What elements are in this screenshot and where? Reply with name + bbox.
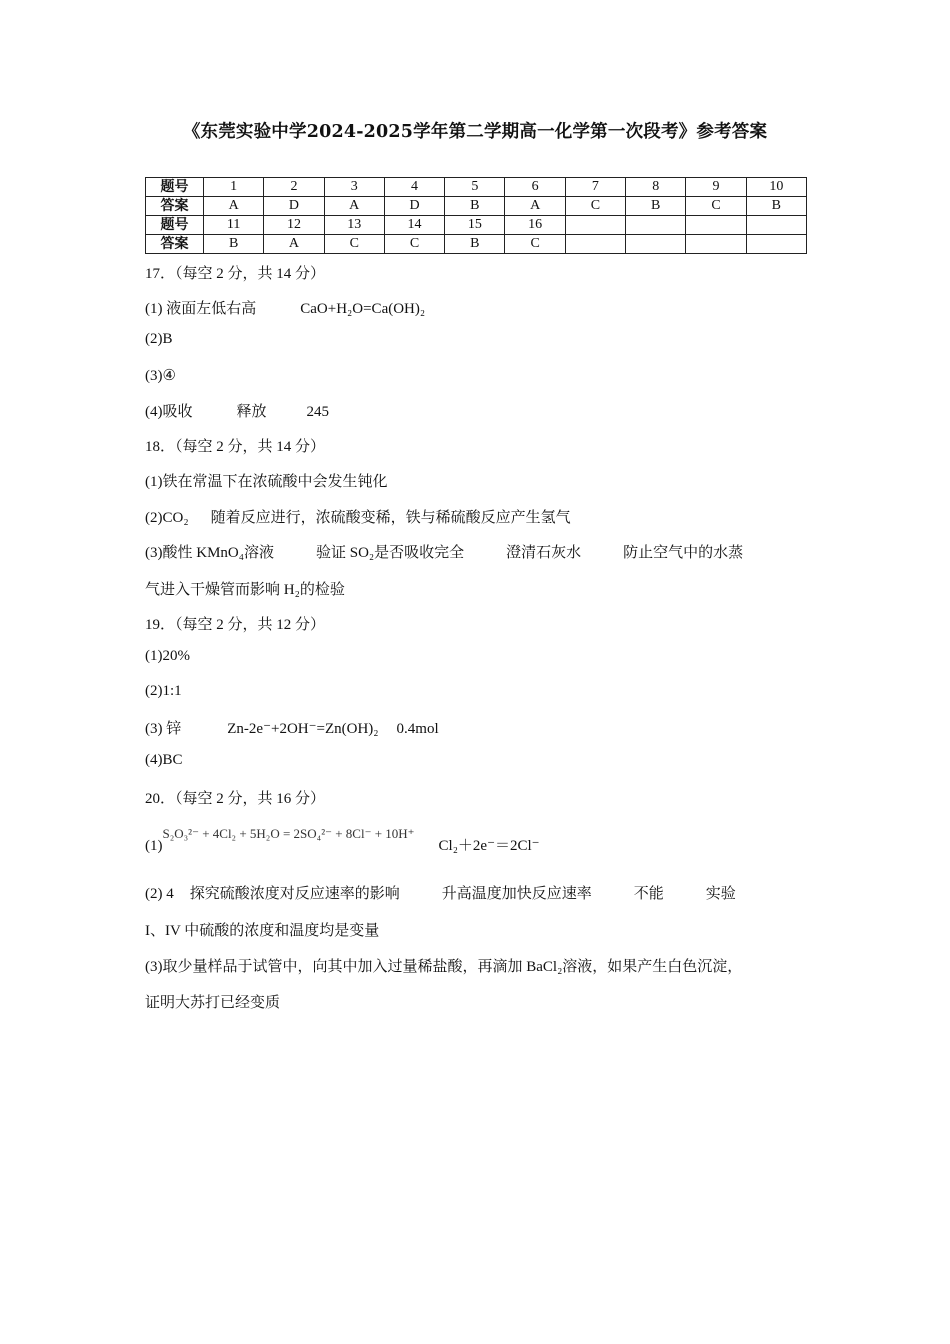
q20-answer-3: (3)取少量样品于试管中，向其中加入过量稀盐酸，再滴加 BaCl₂溶液，如果产生白色沉淀， — [145, 959, 743, 975]
table-cell: 1 — [204, 178, 264, 197]
table-cell: A — [324, 197, 384, 216]
q18-answer-2 — [145, 506, 571, 527]
table-cell — [626, 216, 686, 235]
q17-heading: 17．（每空 2 分，共 14 分） — [145, 266, 326, 282]
table-cell: B — [746, 197, 806, 216]
q17-answer-4 — [145, 400, 329, 421]
q19-a3-equation: Zn-2e⁻+2OH⁻=Zn(OH)₂ — [227, 721, 379, 737]
table-cell: B — [445, 235, 505, 254]
table-cell: C — [565, 197, 625, 216]
table-cell: 7 — [565, 178, 625, 197]
table-cell: 14 — [384, 216, 444, 235]
q20-a2-experiment: 实验 — [705, 886, 736, 902]
q17-a4-release: 释放 — [236, 404, 267, 420]
table-cell: A — [264, 235, 324, 254]
q19-answer-3 — [145, 717, 439, 738]
table-cell — [565, 216, 625, 235]
table-cell: 10 — [746, 178, 806, 197]
q19-answer-4: (4)BC — [145, 752, 183, 768]
q20-answer-1 — [145, 826, 540, 855]
table-cell: C — [324, 235, 384, 254]
table-row — [146, 197, 807, 216]
answer-table — [145, 177, 807, 254]
q17-a4-value: 245 — [306, 404, 330, 420]
table-cell: 9 — [686, 178, 746, 197]
table-cell: 8 — [626, 178, 686, 197]
q19-a3-amount: 0.4mol — [396, 721, 439, 737]
table-cell: 6 — [505, 178, 565, 197]
q17-answer-3: (3)④ — [145, 368, 176, 384]
q18-heading: 18．（每空 2 分，共 14 分） — [145, 439, 326, 455]
table-cell: B — [445, 197, 505, 216]
table-cell — [746, 235, 806, 254]
table-cell: 15 — [445, 216, 505, 235]
table-cell — [565, 235, 625, 254]
q18-a3-prevent: 防止空气中的水蒸 — [623, 545, 744, 561]
table-cell: C — [384, 235, 444, 254]
q19-heading: 19．（每空 2 分，共 12 分） — [145, 617, 326, 633]
table-cell — [746, 216, 806, 235]
q20-a2-purpose: 探究硫酸浓度对反应速率的影响 — [189, 886, 400, 902]
table-row — [146, 178, 807, 197]
table-cell — [686, 235, 746, 254]
header-cell: 题号 — [146, 178, 204, 197]
table-row — [146, 216, 807, 235]
q17-a1-equation: CaO+H₂O=Ca(OH)₂ — [300, 301, 426, 317]
table-cell: B — [204, 235, 264, 254]
q20-a2-cannot: 不能 — [633, 886, 664, 902]
table-cell: 5 — [445, 178, 505, 197]
table-cell: 4 — [384, 178, 444, 197]
q19-answer-2: (2)1:1 — [145, 683, 182, 699]
table-cell: 12 — [264, 216, 324, 235]
table-cell: C — [505, 235, 565, 254]
q19-answer-1: (1)20% — [145, 648, 190, 664]
table-cell: 11 — [204, 216, 264, 235]
table-cell — [626, 235, 686, 254]
q17-a1-label: (1) 液面左低右高 — [145, 301, 257, 317]
q17-a4-label: (4)吸收 — [145, 404, 193, 420]
table-cell: 3 — [324, 178, 384, 197]
table-cell: 16 — [505, 216, 565, 235]
table-cell: 2 — [264, 178, 324, 197]
table-row — [146, 235, 807, 254]
table-cell: A — [204, 197, 264, 216]
q20-answer-2-cont: I、IV 中硫酸的浓度和温度均是变量 — [145, 923, 380, 939]
table-cell — [686, 216, 746, 235]
q20-a1-half-equation: Cl₂＋2e⁻＝2Cl⁻ — [438, 838, 540, 854]
q18-a3-label: (3)酸性 KMnO₄溶液 — [145, 545, 274, 561]
table-cell: 13 — [324, 216, 384, 235]
header-cell: 题号 — [146, 216, 204, 235]
q20-answer-2 — [145, 882, 736, 903]
q18-a2-label: (2)CO₂ — [145, 510, 189, 526]
table-cell: A — [505, 197, 565, 216]
page-title: 《东莞实验中学2024-2025学年第二学期高一化学第一次段考》参考答案 — [182, 122, 768, 142]
q18-a3-limewater: 澄清石灰水 — [506, 545, 582, 561]
q19-a3-label: (3) 锌 — [145, 721, 182, 737]
table-cell: D — [264, 197, 324, 216]
table-cell: C — [686, 197, 746, 216]
q18-answer-3-cont: 气进入干燥管而影响 H₂的检验 — [145, 582, 345, 598]
q20-heading: 20．（每空 2 分，共 16 分） — [145, 791, 326, 807]
q20-answer-3-cont: 证明大苏打已经变质 — [145, 995, 281, 1011]
q20-a1-label: (1) — [145, 838, 163, 854]
table-cell: B — [626, 197, 686, 216]
table-cell: D — [384, 197, 444, 216]
q20-a1-equation: S₂O₃²⁻ + 4Cl₂ + 5H₂O = 2SO₄²⁻ + 8Cl⁻ + 10H⁺ — [162, 826, 415, 841]
q20-a2-label: (2) 4 — [145, 886, 174, 902]
q20-a2-temp: 升高温度加快反应速率 — [441, 886, 592, 902]
q17-answer-1 — [145, 297, 425, 318]
q18-answer-1: (1)铁在常温下在浓硫酸中会发生钝化 — [145, 474, 388, 490]
q18-a2-text: 随着反应进行，浓硫酸变稀，铁与稀硫酸反应产生氢气 — [210, 510, 571, 526]
q18-answer-3 — [145, 541, 743, 562]
header-cell: 答案 — [146, 197, 204, 216]
header-cell: 答案 — [146, 235, 204, 254]
q18-a3-verify: 验证 SO₂是否吸收完全 — [315, 545, 465, 561]
q17-answer-2: (2)B — [145, 331, 173, 347]
